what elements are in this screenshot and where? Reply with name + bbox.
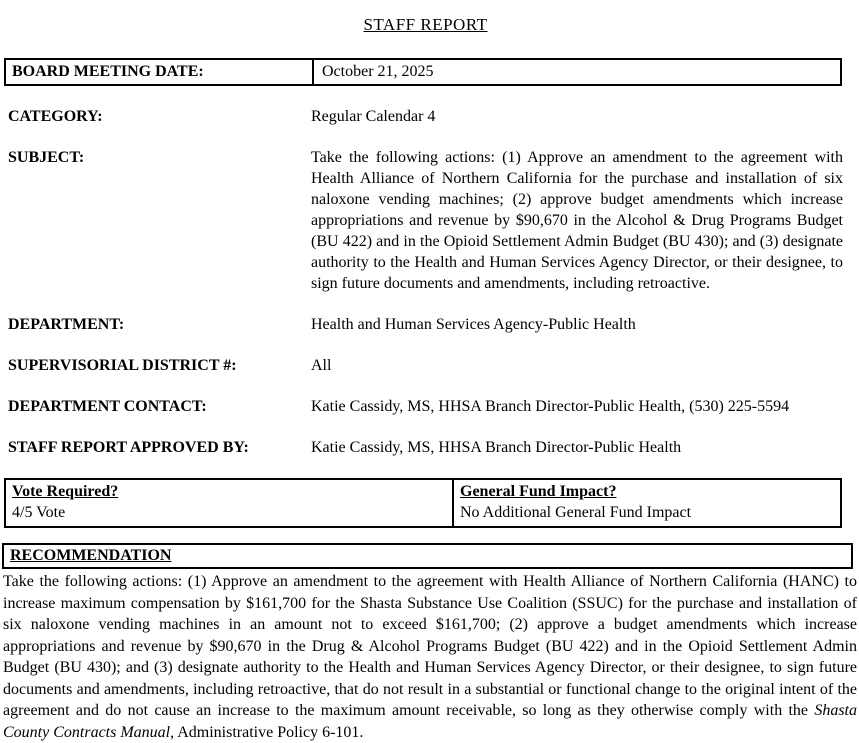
recommendation-text-tail: , Administrative Policy 6-101. (170, 723, 364, 741)
recommendation-text-main: Take the following actions: (1) Approve an amendment to the agreement with Health Alliance of Northern California (HANC) to increase maximum compensation by $161,700 for the Shasta Substance Use Coalition (SSUC) for the purchase and installation of six naloxone vending machines in an amount not to exceed $161,700; (2) approve a budget amendments which increase appropriations and revenue by $90,670 in the Drug & Alcohol Programs Budget (BU 422) and in the Opioid Settlement Admin Budget (BU 430); and (3) designate authority to the Health and Human Services Agency Director, or their designee, to sign future documents and amendments, including retroactive, that do not result in a substantial or functional change to the original intent of the agreement and do not cause an increase to the maximum amount receivable, so long as they otherwise comply with the (3, 573, 857, 719)
department-value: Health and Human Services Agency-Public Health (311, 316, 636, 333)
general-fund-impact-value: No Additional General Fund Impact (460, 504, 692, 521)
staff-report-approved-by-label: STAFF REPORT APPROVED BY: (8, 439, 249, 456)
board-meeting-date-label: BOARD MEETING DATE: (12, 63, 204, 80)
vote-fund-impact-table (4, 478, 842, 528)
vote-required-header: Vote Required? (12, 483, 119, 500)
page-title: STAFF REPORT (363, 15, 488, 34)
supervisorial-district-label: SUPERVISORIAL DISTRICT #: (8, 357, 237, 374)
vote-required-value: 4/5 Vote (12, 504, 66, 521)
general-fund-impact-cell (452, 480, 840, 526)
recommendation-text-italic: Shasta County Contracts Manual (3, 702, 857, 741)
board-meeting-date-table (4, 58, 842, 86)
subject-label: SUBJECT: (8, 149, 85, 166)
category-label: CATEGORY: (8, 108, 103, 125)
recommendation-header-box (2, 543, 853, 569)
field-list (0, 106, 859, 458)
department-label: DEPARTMENT: (8, 316, 125, 333)
recommendation-body (3, 571, 857, 743)
board-meeting-date-value: October 21, 2025 (312, 60, 840, 84)
subject-value: Take the following actions: (1) Approve an amendment to the agreement with Health Alliance of Northern California for the purchase and installation of six naloxone vending machines; (2) approve budget amendments which increase appropriations and revenue by $90,670 in the Alcohol & Drug Programs Budget (BU 422) and in the Opioid Settlement Admin Budget (BU 430); and (3) designate authority to the Health and Human Services Agency Director, or their designee, to sign future documents and amendments, including retroactive. (311, 149, 843, 292)
field-row-staff-report-approved-by (4, 437, 855, 458)
department-contact-label: DEPARTMENT CONTACT: (8, 398, 207, 415)
staff-report-approved-by-value: Katie Cassidy, MS, HHSA Branch Director-Public Health (311, 439, 682, 456)
field-row-department-contact (4, 396, 855, 417)
field-row-subject (4, 147, 855, 294)
vote-required-cell (6, 480, 452, 526)
field-row-department (4, 314, 855, 335)
category-value: Regular Calendar 4 (311, 108, 436, 125)
supervisorial-district-value: All (311, 357, 332, 374)
field-row-category (4, 106, 855, 127)
department-contact-value: Katie Cassidy, MS, HHSA Branch Director-Public Health, (530) 225-5594 (311, 398, 790, 415)
field-row-supervisorial-district (4, 355, 855, 376)
general-fund-impact-header: General Fund Impact? (460, 483, 617, 500)
title-row (0, 14, 859, 36)
recommendation-header: RECOMMENDATION (10, 547, 172, 564)
